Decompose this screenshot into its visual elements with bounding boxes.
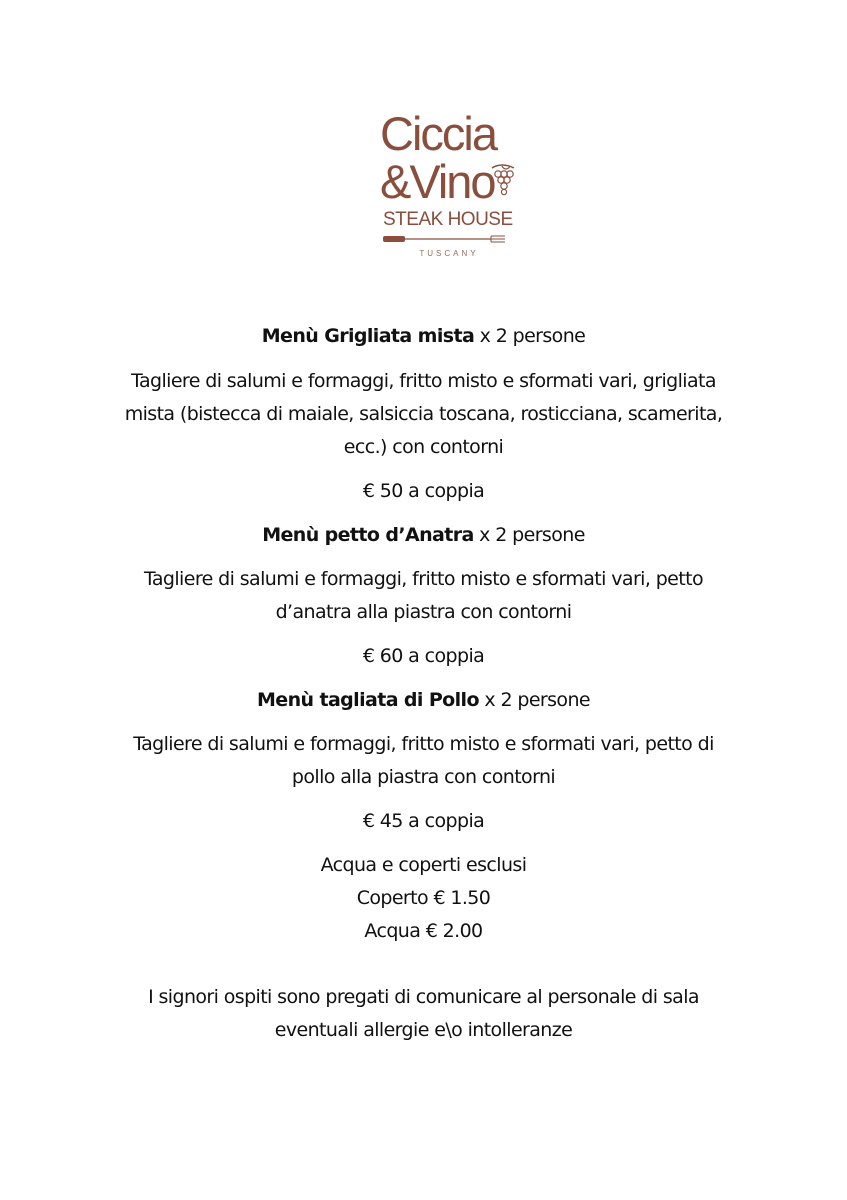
restaurant-logo <box>380 107 520 260</box>
logo-line-steak-house: STEAK HOUSE <box>383 209 513 230</box>
logo-line-tuscany: TUSCANY <box>419 249 479 258</box>
extras-coperto: Coperto € 1.50 <box>356 887 491 909</box>
menu-desc-line: mista (bistecca di maiale, salsiccia toscana, rosticciana, scamerita, <box>124 403 723 425</box>
logo-line-vino: &Vino <box>380 155 495 208</box>
menu-desc-line: Tagliere di salumi e formaggi, fritto misto e sformati vari, petto di <box>133 733 714 755</box>
menu-title-text: Menù petto d’Anatra <box>262 524 474 546</box>
menu-desc-line: pollo alla piastra con contorni <box>291 766 556 788</box>
menu-persons-text: x 2 persone <box>478 689 590 711</box>
menu-desc-line: ecc.) con contorni <box>343 436 504 458</box>
extras-note: Acqua e coperti esclusi <box>320 854 527 876</box>
fork-icon <box>383 234 507 244</box>
grapes-icon <box>488 162 518 202</box>
menu-title-pollo <box>0 688 847 712</box>
menu-title-grigliata <box>0 324 847 348</box>
logo-line-ciccia: Ciccia <box>380 107 496 160</box>
menu-desc-line: Tagliere di salumi e formaggi, fritto misto e sformati vari, petto <box>144 568 703 590</box>
menu-title-text: Menù tagliata di Pollo <box>257 689 479 711</box>
menu-desc-line: d’anatra alla piastra con contorni <box>275 601 572 623</box>
allergy-notice-line: I signori ospiti sono pregati di comunicare al personale di sala <box>148 986 699 1008</box>
menu-title-text: Menù Grigliata mista <box>261 325 475 347</box>
menu-title-anatra <box>0 523 847 547</box>
menu-price: € 60 a coppia <box>362 645 485 667</box>
menu-persons-text: x 2 persone <box>474 325 586 347</box>
menu-desc-line: Tagliere di salumi e formaggi, fritto misto e sformati vari, grigliata <box>131 370 716 392</box>
menu-price: € 50 a coppia <box>362 480 485 502</box>
extras-acqua: Acqua € 2.00 <box>364 920 483 942</box>
menu-persons-text: x 2 persone <box>473 524 585 546</box>
allergy-notice-line: eventuali allergie e\o intolleranze <box>274 1019 573 1041</box>
menu-price: € 45 a coppia <box>362 810 485 832</box>
